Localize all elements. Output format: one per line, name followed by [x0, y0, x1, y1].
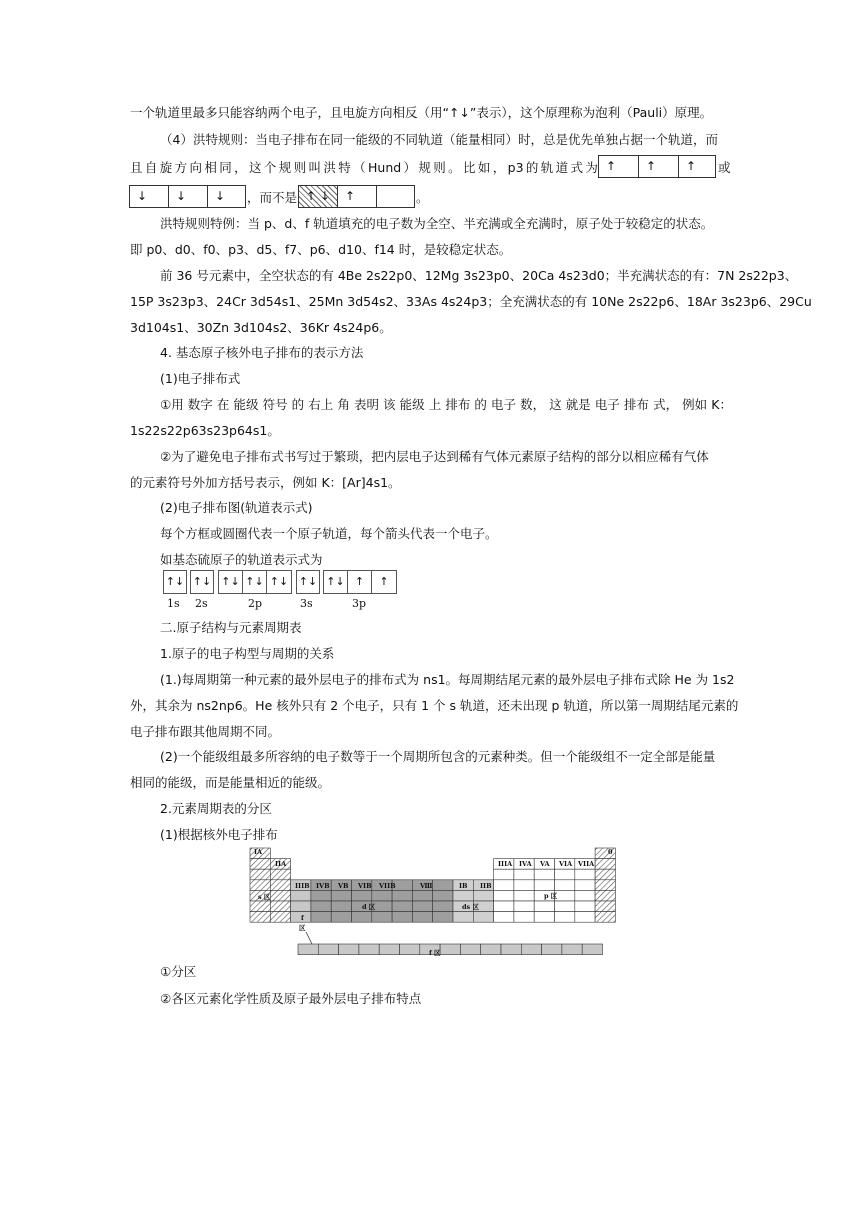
block-label-p: p 区	[544, 892, 558, 900]
d-block-cell	[352, 912, 372, 923]
orbital-1s	[163, 570, 187, 594]
word: 就是	[565, 397, 591, 412]
heading-representation: 4. 基态原子核外电子排布的表示方法	[160, 345, 364, 360]
block-label-ds: ds 区	[462, 903, 479, 911]
orbital-3s	[296, 570, 320, 594]
d-block-cell	[291, 890, 311, 901]
word: 个	[263, 160, 277, 175]
f-block-cell	[501, 944, 521, 955]
group-label: VIB	[358, 882, 372, 890]
word: 的	[525, 160, 539, 175]
s-block-cell	[250, 869, 270, 880]
word: 这	[549, 397, 562, 412]
block-label-d: d 区	[362, 903, 376, 911]
word: 则	[293, 160, 307, 175]
word: 该	[383, 397, 396, 412]
word: 洪	[323, 160, 336, 175]
word: 则	[433, 160, 446, 175]
word: ）	[403, 160, 417, 175]
heading-orbital-diagram: (2)电子排布图(轨道表示式)	[160, 500, 313, 515]
ds-block-cell	[473, 912, 493, 923]
orbital-label: 3p	[352, 597, 367, 610]
word: 如	[477, 160, 491, 175]
orbital-cell: ↑↓	[298, 575, 318, 588]
group-label: 0	[608, 848, 613, 856]
paragraph-first36: 前 36 号元素中，全空状态的有 4Be 2s22p0、12Mg 3s23p0、20Ca 4s23d0；半充满状态的有：7N 2s22p3、	[160, 268, 798, 283]
word: ，	[234, 160, 247, 175]
f-block-pointer	[306, 932, 312, 944]
s-block-cell	[270, 890, 290, 901]
p-block-cell	[514, 880, 534, 891]
word: 数字	[187, 397, 213, 412]
paragraph-hund-line3	[130, 159, 598, 177]
orbital-2p	[218, 570, 292, 594]
group-label: IIIA	[498, 860, 513, 868]
p-block-cell	[534, 901, 554, 912]
word: 比	[463, 160, 476, 175]
p-block-cell	[494, 901, 514, 912]
p-block-cell	[575, 901, 595, 912]
orbital-cell: ↑	[379, 575, 389, 588]
orbital-cell: ↑	[686, 159, 697, 173]
word: 叫	[308, 160, 322, 175]
d-block-cell	[372, 912, 392, 923]
heading-electron-period: 1.原子的电子构型与周期的关系	[160, 646, 335, 661]
f-block-cell	[359, 944, 379, 955]
word: 方	[174, 160, 188, 175]
word: K：	[711, 397, 732, 412]
orbital-cell: ↑	[348, 571, 372, 593]
s-block-cell	[270, 912, 290, 923]
word: 电子	[594, 397, 620, 412]
group-label: IIA	[275, 860, 287, 868]
orbital-cell: ↓	[130, 186, 169, 207]
f-block-cell	[542, 944, 562, 955]
end-mark: 。	[416, 190, 429, 205]
word: 相	[204, 160, 217, 175]
config-def-words	[160, 396, 732, 414]
p-block-cell	[494, 890, 514, 901]
p-block-cell	[595, 912, 615, 923]
word: （	[353, 160, 366, 175]
word: 且	[130, 160, 143, 175]
p-block-cell	[555, 869, 575, 880]
word: 式，	[653, 397, 679, 412]
word: 道	[555, 160, 569, 175]
f-marker: f	[301, 914, 304, 922]
word: 能级	[233, 397, 259, 412]
orbital-cell: ↑↓	[324, 571, 348, 593]
group-label: Ⅷ	[420, 882, 433, 890]
word: 右上	[308, 397, 334, 412]
word: 的	[474, 397, 487, 412]
p-block-cell	[514, 912, 534, 923]
p-block-cell	[514, 869, 534, 880]
word: 自	[144, 160, 158, 175]
orbital-cell: ↑↓	[243, 571, 267, 593]
p-block-cell	[575, 869, 595, 880]
orbital-cell: ↑↓	[192, 575, 212, 588]
orbital-box-alt	[129, 185, 246, 208]
p-block-cell	[555, 901, 575, 912]
word-or: 或	[718, 160, 731, 175]
paragraph-config-def	[160, 396, 732, 414]
d-block-cell	[311, 912, 331, 923]
f-block-cell	[318, 944, 338, 955]
block-label-f: f 区	[429, 949, 441, 957]
d-block-cell	[331, 912, 351, 923]
word: 特	[338, 160, 351, 175]
orbital-cell	[377, 186, 415, 207]
p-block-cell	[494, 912, 514, 923]
word: 为	[585, 160, 598, 175]
p-block-cell	[534, 869, 554, 880]
paragraph-noble-gas: ②为了避免电子排布式书写过于繁琐，把内层电子达到稀有气体元素原子结构的部分以相应稀有气体	[160, 449, 709, 464]
orbital-cell: ↓	[215, 189, 226, 203]
d-block-cell	[372, 890, 392, 901]
paragraph-box-meaning: 每个方框或圆圈代表一个原子轨道，每个箭头代表一个电子。	[160, 526, 498, 541]
orbital-box-wrong	[298, 185, 415, 208]
p-block-cell	[575, 912, 595, 923]
word: 规	[418, 160, 431, 175]
p-block-cell	[514, 890, 534, 901]
orbital-cell: ↓	[169, 186, 208, 207]
orbital-cell: ↑↓	[165, 575, 185, 588]
p-block-cell	[575, 880, 595, 891]
word: 数，	[520, 397, 546, 412]
word: 旋	[159, 160, 173, 175]
p-block-cell	[595, 890, 615, 901]
word: 的	[291, 397, 305, 412]
d-block-cell	[433, 912, 453, 923]
paragraph-stable-states: 即 p0、d0、f0、p3、d5、f7、p6、d10、f14 时，是较稳定状态。	[130, 242, 512, 257]
d-block-cell	[311, 901, 331, 912]
word: 向	[189, 160, 203, 175]
p-block-cell	[595, 901, 615, 912]
heading-config: (1)电子排布式	[160, 371, 241, 386]
d-block-cell	[291, 901, 311, 912]
orbital-cell: ↑ ↓	[299, 186, 338, 207]
paragraph-ns1-cont: 外，其余为 ns2np6。He 核外只有 2 个电子，只有 1 个 s 轨道，还未出现 p 轨道，所以第一周期结尾元素的	[130, 698, 739, 713]
word: 角	[337, 397, 350, 412]
orbital-3p	[323, 570, 397, 594]
orbital-label: 3s	[300, 597, 313, 610]
group-label: IIB	[480, 882, 492, 890]
word: 能级	[399, 397, 425, 412]
paragraph-sulfur-intro: 如基态硫原子的轨道表示式为	[160, 552, 323, 567]
d-block-cell	[412, 890, 432, 901]
p-block-cell	[595, 880, 615, 891]
paragraph-energy-group-cont: 相同的能级，而是能量相近的能级。	[130, 775, 331, 790]
p-block-cell	[575, 890, 595, 901]
periodic-table-diagram	[248, 846, 624, 972]
group-label: VIIA	[578, 860, 595, 868]
word-not: ，而不是	[247, 190, 298, 205]
word: 排布	[623, 397, 649, 412]
f-block-cell	[562, 944, 582, 955]
word: 例如	[682, 397, 708, 412]
word: ，	[492, 160, 506, 175]
paragraph-hund-rule: （4）洪特规则：当电子排布在同一能级的不同轨道（能量相同）时，总是优先单独占据一个轨道，而	[160, 132, 718, 147]
group-label: VB	[338, 882, 349, 890]
word: 表明	[353, 397, 379, 412]
group-label: VIA	[559, 860, 573, 868]
word: 电子	[491, 397, 517, 412]
paragraph-ns1-end: 电子排布跟其他周期不同。	[130, 724, 281, 739]
heading-by-config: (1)根据核外电子排布	[160, 827, 278, 842]
group-label: IB	[459, 882, 468, 890]
s-block-cell	[270, 880, 290, 891]
f-block-cell	[582, 944, 602, 955]
orbital-2s	[190, 570, 214, 594]
orbital-cell: ↑	[338, 186, 377, 207]
orbital-cell: ↑↓	[219, 571, 243, 593]
d-block-cell	[433, 901, 453, 912]
paragraph-pauli-end: 一个轨道里最多只能容纳两个电子，且电旋方向相反（用“↑↓”表示），这个原理称为泡利（Pauli）原理。	[130, 105, 713, 120]
orbital-label: 1s	[167, 597, 180, 610]
word: 规	[278, 160, 292, 175]
config-example: 1s22s22p63s23p64s1。	[130, 423, 280, 438]
paragraph-first36-cont: 15P 3s23p3、24Cr 3d54s1、25Mn 3d54s2、33As 4s24p3；全充满状态的有 10Ne 2s22p6、18Ar 3s23p6、29Cu	[130, 294, 812, 309]
d-block-cell	[392, 901, 412, 912]
paragraph-energy-group: (2)一个能级组最多所容纳的电子数等于一个周期所包含的元素种类。但一个能级组不一定全部是能量	[160, 749, 716, 764]
word: 式	[570, 160, 584, 175]
word: p3	[507, 160, 524, 175]
p-block-cell	[514, 901, 534, 912]
f-block-cell	[481, 944, 501, 955]
p-block-cell	[534, 880, 554, 891]
orbital-cell: ↑↓	[269, 575, 289, 588]
block-label-s: s 区	[258, 893, 271, 901]
ds-block-cell	[473, 890, 493, 901]
s-block-cell	[270, 869, 290, 880]
f-block-cell	[400, 944, 420, 955]
p-block-cell	[595, 859, 615, 870]
d-block-cell	[412, 912, 432, 923]
orbital-label: 2p	[248, 597, 263, 610]
p-block-cell	[494, 869, 514, 880]
p-block-cell	[555, 912, 575, 923]
p-block-cell	[555, 890, 575, 901]
paragraph-first36-end: 3d104s1、30Zn 3d104s2、36Kr 4s24p6。	[130, 320, 392, 335]
s-block-cell	[250, 912, 270, 923]
s-block-cell	[250, 859, 270, 870]
orbital-label: 2s	[195, 597, 208, 610]
d-block-cell	[352, 890, 372, 901]
ds-block-cell	[453, 890, 473, 901]
heading-periodic-table: 二.原子结构与元素周期表	[160, 620, 302, 635]
word: 。	[448, 160, 461, 175]
paragraph-noble-gas-cont: 的元素符号外加方括号表示，例如 K：[Ar]4s1。	[130, 475, 401, 490]
group-label: IVA	[519, 860, 532, 868]
word: 上	[428, 397, 442, 412]
d-block-cell	[433, 880, 453, 891]
heading-division: ①分区	[160, 964, 197, 979]
p-block-cell	[595, 869, 615, 880]
group-label: IIIB	[295, 882, 310, 890]
word: ①用	[160, 397, 184, 412]
f-block-cell	[298, 944, 318, 955]
group-label: VA	[540, 860, 550, 868]
group-label: VIIB	[379, 882, 396, 890]
d-block-cell	[331, 901, 351, 912]
word: 轨	[540, 160, 554, 175]
d-block-cell	[433, 890, 453, 901]
p-block-cell	[534, 912, 554, 923]
word: 这	[249, 160, 262, 175]
word: Hund	[368, 160, 402, 175]
orbital-box-correct	[598, 155, 716, 178]
word: 符号	[262, 397, 288, 412]
f-block-cell	[521, 944, 541, 955]
f-marker: 区	[299, 924, 306, 932]
d-block-cell	[331, 890, 351, 901]
word: 同	[219, 160, 232, 175]
hund-line3-words	[130, 159, 598, 177]
d-block-cell	[392, 912, 412, 923]
s-block-cell	[270, 901, 290, 912]
heading-blocks: 2.元素周期表的分区	[160, 801, 272, 816]
p-block-cell	[494, 880, 514, 891]
d-block-cell	[311, 890, 331, 901]
f-block-cell	[460, 944, 480, 955]
group-label: IVB	[316, 882, 330, 890]
word: 排布	[445, 397, 471, 412]
p-block-cell	[555, 880, 575, 891]
word: 在	[216, 397, 230, 412]
paragraph-hund-special: 洪特规则特例：当 p、d、f 轨道填充的电子数为全空、半充满或全充满时，原子处于较稳定的状态。	[160, 216, 714, 231]
s-block-cell	[250, 880, 270, 891]
group-label: IA	[254, 848, 263, 856]
f-block-cell	[379, 944, 399, 955]
s-block-cell	[250, 901, 270, 912]
d-block-cell	[412, 901, 432, 912]
orbital-cell: ↑	[639, 156, 679, 177]
d-block-cell	[392, 890, 412, 901]
f-block-cell	[440, 944, 460, 955]
ds-block-cell	[453, 912, 473, 923]
f-block-cell	[339, 944, 359, 955]
orbital-cell: ↑	[599, 156, 639, 177]
paragraph-ns1: (1.)每周期第一种元素的最外层电子的排布式为 ns1。每周期结尾元素的最外层电子排布式除 He 为 1s2	[160, 672, 735, 687]
heading-block-properties: ②各区元素化学性质及原子最外层电子排布特点	[160, 991, 422, 1006]
